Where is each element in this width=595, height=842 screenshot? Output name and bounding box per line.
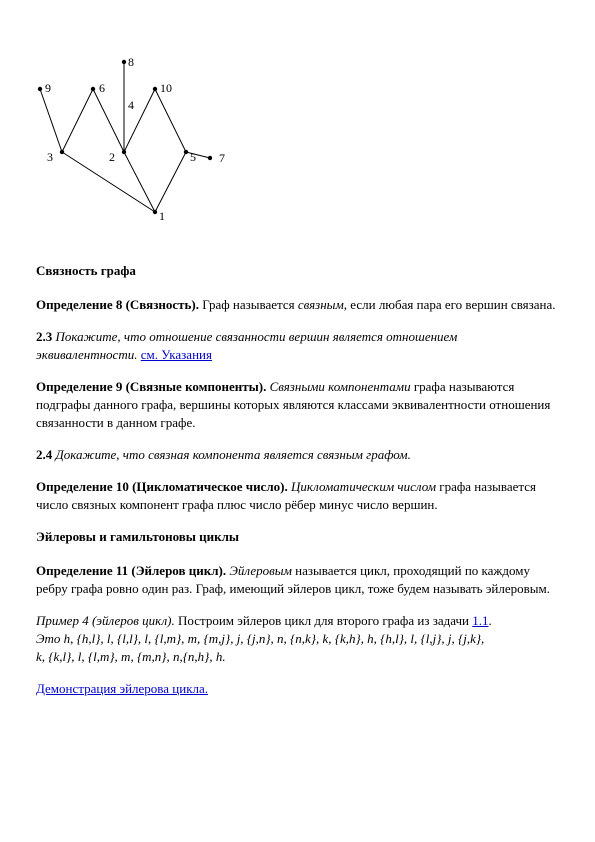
edge-3-6 [62,89,93,152]
vertex-label-3: 3 [47,150,53,164]
vertex-label-6: 6 [99,81,105,95]
section-heading-euler-hamilton: Эйлеровы и гамильтоновы циклы [36,529,240,544]
vertex-7 [208,156,212,160]
edge-3-9 [40,89,62,152]
definition-9-label: Определение 9 (Связные компоненты). [36,379,267,394]
definition-9-term: Связными компонентами [266,379,411,394]
vertex-label-4: 4 [128,98,134,112]
exercise-2-4-text: Докажите, что связная компонента является связным графом. [52,447,411,462]
definition-10 [36,478,561,514]
exercise-2-3-text: Покажите, что отношение связанности вершин является отношением эквивалентности. [36,329,458,362]
vertex-label-7: 7 [219,151,225,165]
definition-8 [36,296,561,314]
definition-11-term: Эйлеровым [226,563,292,578]
exercise-2-3-number: 2.3 [36,329,53,344]
example-4-period: . [488,613,492,628]
vertex-label-5: 5 [190,150,196,164]
example-4-cycle-line-2: k, {k,l}, l, {l,m}, m, {m,n}, n,{n,h}, h. [36,649,226,664]
edge-1-5 [155,152,186,212]
vertex-8 [122,60,126,64]
exercise-2-4-number: 2.4 [36,447,53,462]
vertex-6 [91,87,95,91]
section-heading-connectivity: Связность графа [36,263,136,278]
graph-diagram [0,0,595,230]
problem-1-1-link[interactable]: 1.1 [472,613,489,628]
document-body [36,262,561,712]
example-4-label: Пример 4 (эйлеров цикл). [36,613,175,628]
definition-10-label: Определение 10 (Цикломатическое число). [36,479,288,494]
exercise-2-3 [36,328,561,364]
example-4 [36,612,561,666]
definition-8-text-b: , если любая пара его вершин связана. [343,297,556,312]
vertex-label-9: 9 [45,81,51,95]
definition-9 [36,378,561,432]
definition-11 [36,562,561,598]
definition-11-label: Определение 11 (Эйлеров цикл). [36,563,227,578]
edge-5-10 [155,89,186,152]
edge-2-6 [93,89,124,152]
hints-link[interactable]: см. Указания [140,347,212,362]
definition-8-text-a: Граф называется [199,297,298,312]
edge-1-2 [124,152,155,212]
vertex-label-1: 1 [159,209,165,223]
definition-10-text: графа называется число связных компонент графа плюс число рёбер минус число вершин. [36,479,536,512]
vertex-5 [184,150,188,154]
vertex-label-10: 10 [160,81,172,95]
vertex-2 [122,150,126,154]
vertex-label-2: 2 [109,150,115,164]
vertex-9 [38,87,42,91]
vertex-1 [153,210,157,214]
example-4-cycle-line-1: Это h, {h,l}, l, {l,l}, l, {l,m}, m, {m,j}, j, {j,n}, n, {n,k}, k, {k,h}, h, {h,l}, l, {l,j}, j, {j,k}, [36,631,485,646]
vertex-label-8: 8 [128,55,134,69]
definition-11-text: называется цикл, проходящий по каждому ребру графа ровно один раз. Граф, имеющий эйлеров цикл, тоже будем называть эйлеровым. [36,563,550,596]
vertex-10 [153,87,157,91]
definition-8-term: связным [297,297,344,312]
euler-cycle-demo-link[interactable]: Демонстрация эйлерова цикла. [36,681,209,696]
vertex-3 [60,150,64,154]
demo-paragraph [36,680,561,698]
exercise-2-4 [36,446,561,464]
definition-10-term: Цикломатическим числом [287,479,436,494]
example-4-text: Построим эйлеров цикл для второго графа из задачи [174,613,473,628]
definition-9-text: графа называются подграфы данного графа, вершины которых являются классами эквивалентности отношения связанности в данном графе. [36,379,551,430]
definition-8-label: Определение 8 (Связность). [36,297,200,312]
